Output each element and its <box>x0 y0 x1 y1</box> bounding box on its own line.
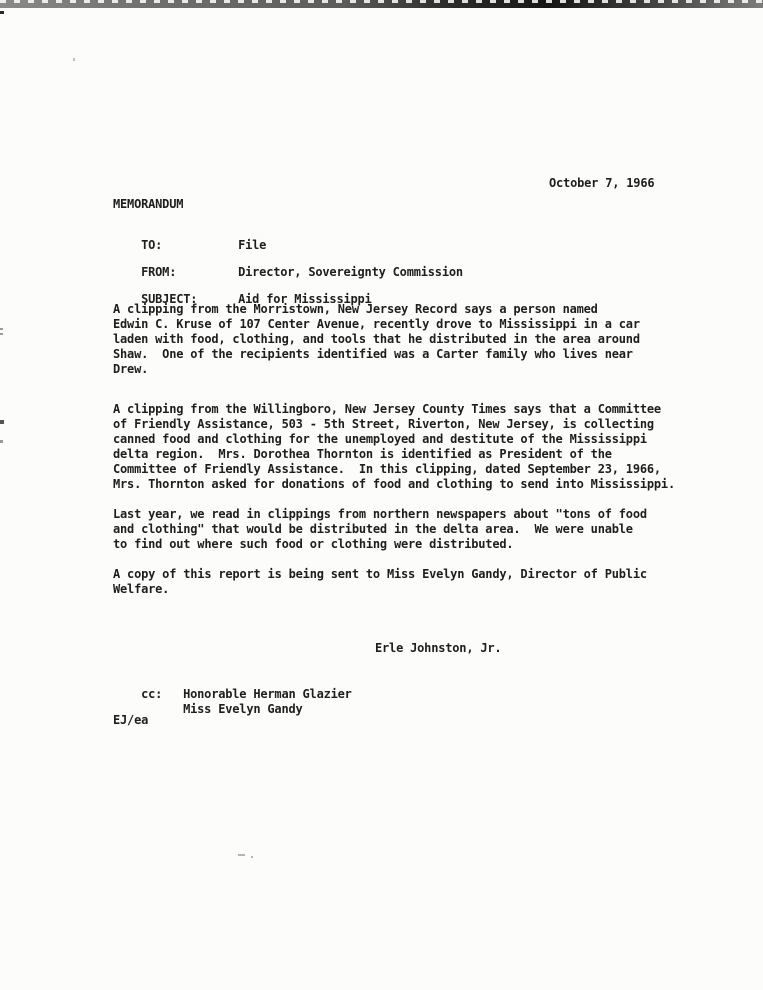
field-to-value: File <box>238 238 267 252</box>
scan-speck <box>0 11 4 14</box>
field-subject-label: SUBJECT: <box>141 292 198 306</box>
cc-name-2: Miss Evelyn Gandy <box>183 702 303 716</box>
scan-speck <box>238 854 245 856</box>
scan-speck <box>0 440 3 443</box>
field-from-label: FROM: <box>141 265 177 279</box>
signature-name: Erle Johnston, Jr. <box>375 641 502 655</box>
field-to-label: TO: <box>141 238 163 252</box>
scan-speck <box>251 856 253 858</box>
field-subject-value: Aid for Mississippi <box>238 292 372 306</box>
body-paragraph-3: Last year, we read in clippings from northern newspapers about "tons of food and clothing" that would be distributed in the delta area. We were unable to find out where such food or clothing were distributed. <box>113 507 647 551</box>
scan-edge-artifact <box>0 0 763 8</box>
body-paragraph-4: A copy of this report is being sent to Miss Evelyn Gandy, Director of Public Welfare. <box>113 567 647 596</box>
scan-speck <box>73 58 75 61</box>
cc-name-1: Honorable Herman Glazier <box>183 687 352 701</box>
scan-speck <box>0 420 4 424</box>
memo-title: MEMORANDUM <box>113 197 184 211</box>
scan-speck <box>0 328 3 330</box>
cc-label: cc: <box>141 687 163 701</box>
scan-speck <box>0 333 3 335</box>
field-from-value: Director, Sovereignty Commission <box>238 265 463 279</box>
date-line: October 7, 1966 <box>549 176 655 190</box>
typist-initials: EJ/ea <box>113 713 149 727</box>
body-paragraph-1: A clipping from the Morristown, New Jersey Record says a person named Edwin C. Kruse of 107 Center Avenue, recently drove to Mississippi in a car laden with food, clothing, and tools that he distributed in the area around Shaw. One of the recipients identified was a Carter family who lives near Drew. <box>113 302 640 376</box>
body-paragraph-2: A clipping from the Willingboro, New Jersey County Times says that a Committee of Friendly Assistance, 503 - 5th Street, Riverton, New Jersey, is collecting canned food and clothing for the unemployed and destitute of the Mississippi delta region. Mrs. Dorothea Thornton is identified as President of the Committee of Friendly Assistance. In this clipping, dated September 23, 1966, Mrs. Thornton asked for donations of food and clothing to send into Mississippi. <box>113 402 675 491</box>
